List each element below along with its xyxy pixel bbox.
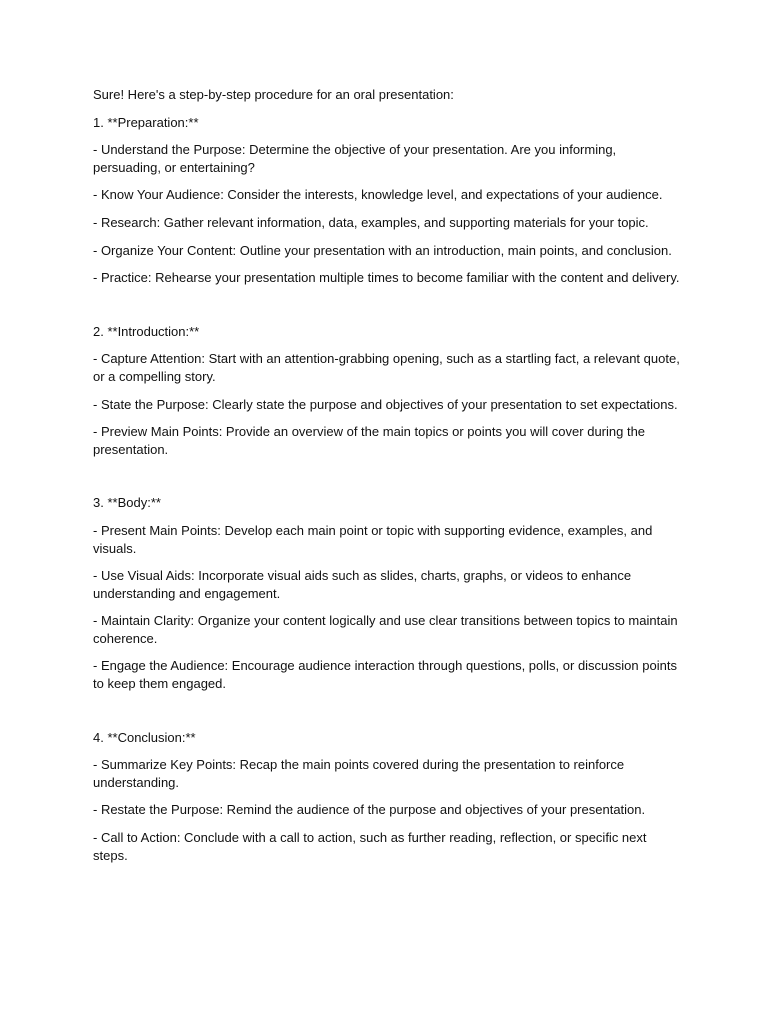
list-item: - Research: Gather relevant information, data, examples, and supporting materials for your topic.	[93, 214, 649, 230]
list-item: - Present Main Points: Develop each main point or topic with supporting evidence, examples, and visuals.	[93, 522, 653, 556]
section-body	[93, 494, 683, 692]
intro-paragraph: Sure! Here's a step-by-step procedure for an oral presentation:	[93, 87, 454, 102]
section-conclusion	[93, 729, 683, 865]
list-item: - Maintain Clarity: Organize your content logically and use clear transitions between topics to maintain coherence.	[93, 613, 678, 646]
list-item: - Organize Your Content: Outline your presentation with an introduction, main points, and conclusion.	[93, 242, 672, 258]
list-item: - Summarize Key Points: Recap the main points covered during the presentation to reinforce understanding.	[93, 757, 625, 790]
list-item: - Engage the Audience: Encourage audience interaction through questions, polls, or discussion points to keep them engaged.	[93, 658, 677, 692]
document-page	[93, 86, 683, 864]
list-item: - Understand the Purpose: Determine the objective of your presentation. Are you informing, persuading, or entertaining?	[93, 142, 617, 175]
list-item: - Capture Attention: Start with an attention-grabbing opening, such as a startling fact, a relevant quote, or a compelling story.	[93, 351, 680, 384]
list-item: - Know Your Audience: Consider the interests, knowledge level, and expectations of your audience.	[93, 187, 663, 203]
list-item: - Use Visual Aids: Incorporate visual aids such as slides, charts, graphs, or videos to enhance understanding and engagement.	[93, 568, 632, 601]
section-introduction	[93, 323, 683, 459]
list-item: - Practice: Rehearse your presentation multiple times to become familiar with the content and delivery.	[93, 270, 680, 286]
section-heading: 1. **Preparation:**	[93, 114, 199, 130]
section-heading: 3. **Body:**	[93, 495, 161, 511]
list-item: - Restate the Purpose: Remind the audience of the purpose and objectives of your presentation.	[93, 802, 646, 818]
section-heading: 2. **Introduction:**	[93, 323, 200, 339]
list-item: - State the Purpose: Clearly state the purpose and objectives of your presentation to set expectations.	[93, 396, 678, 412]
section-heading: 4. **Conclusion:**	[93, 729, 196, 745]
list-item: - Preview Main Points: Provide an overview of the main topics or points you will cover during the presentation.	[93, 424, 646, 457]
list-item: - Call to Action: Conclude with a call to action, such as further reading, reflection, or specific next steps.	[93, 830, 647, 863]
section-preparation	[93, 114, 683, 287]
